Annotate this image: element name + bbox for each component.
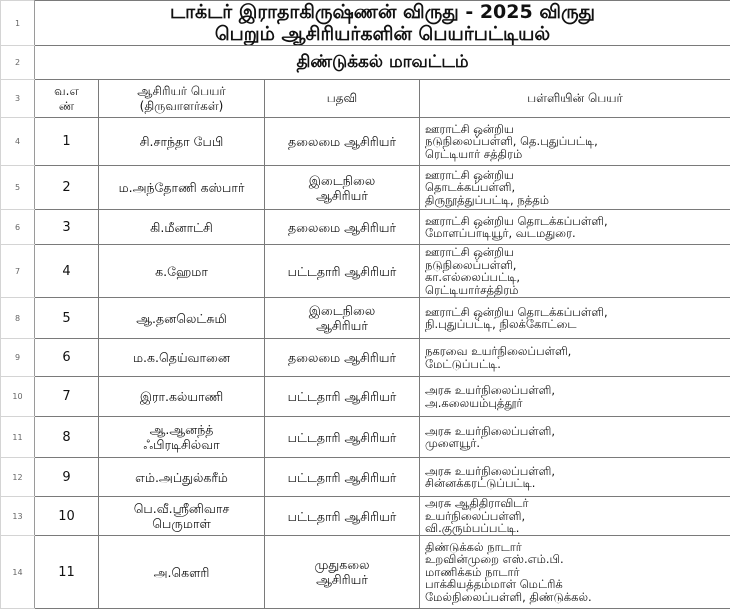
row-number[interactable]: 6 xyxy=(1,210,35,245)
serial-cell: 5 xyxy=(35,298,99,339)
serial-cell: 2 xyxy=(35,166,99,210)
table-row xyxy=(1,118,730,166)
page-title xyxy=(35,1,730,46)
header-school: பள்ளியின் பெயர் xyxy=(420,80,730,118)
teacher-name-cell: க.ஹேமா xyxy=(99,245,265,298)
teacher-name-cell: எம்.அப்துல்கரீம் xyxy=(99,458,265,497)
teacher-name-cell: அ.கௌரி xyxy=(99,536,265,609)
row-number[interactable]: 5 xyxy=(1,166,35,210)
header-post: பதவி xyxy=(265,80,420,118)
post-cell: பட்டதாரி ஆசிரியர் xyxy=(265,458,420,497)
school-cell: அரசு உயர்நிலைப்பள்ளி, சின்னக்கரட்டுப்பட்டி. xyxy=(420,458,730,497)
post-cell: இடைநிலை ஆசிரியர் xyxy=(265,298,420,339)
school-cell: அரசு ஆதிதிராவிடர் உயர்நிலைப்பள்ளி, வி.குரும்பப்பட்டி. xyxy=(420,497,730,536)
teacher-name-cell: பெ.வீ.ஸ்ரீனிவாச பெருமாள் xyxy=(99,497,265,536)
teacher-name-cell: ஆ.ஆனந்த் ஃபிரடிசில்வா xyxy=(99,417,265,458)
row-number[interactable]: 2 xyxy=(1,46,35,80)
row-number[interactable]: 13 xyxy=(1,497,35,536)
school-cell: ஊராட்சி ஒன்றிய நடுநிலைப்பள்ளி, தெ.புதுப்பட்டி, ரெட்டியார் சத்திரம் xyxy=(420,118,730,166)
school-cell: ஊராட்சி ஒன்றிய நடுநிலைப்பள்ளி, கா.எல்லைப்பட்டி, ரெட்டியார்சத்திரம் xyxy=(420,245,730,298)
row-number[interactable]: 4 xyxy=(1,118,35,166)
row-number[interactable]: 1 xyxy=(1,1,35,46)
teacher-name-cell: ஆ.தனலெட்சுமி xyxy=(99,298,265,339)
teacher-name-cell: சி.சாந்தா பேபி xyxy=(99,118,265,166)
school-cell: அரசு உயர்நிலைப்பள்ளி, முளையூர். xyxy=(420,417,730,458)
table-row xyxy=(1,458,730,497)
header-serial xyxy=(35,80,99,118)
teacher-name-cell: ம.அந்தோணி கஸ்பார் xyxy=(99,166,265,210)
post-cell: இடைநிலை ஆசிரியர் xyxy=(265,166,420,210)
post-cell: தலைமை ஆசிரியர் xyxy=(265,339,420,377)
post-cell: தலைமை ஆசிரியர் xyxy=(265,210,420,245)
serial-cell: 6 xyxy=(35,339,99,377)
school-cell: ஊராட்சி ஒன்றிய தொடக்கப்பள்ளி, நி.புதுப்பட்டி, நிலக்கோட்டை xyxy=(420,298,730,339)
teacher-name-cell: ம.க.தெய்வானை xyxy=(99,339,265,377)
header-name-line-1: ஆசிரியர் பெயர் xyxy=(103,84,260,99)
post-cell: பட்டதாரி ஆசிரியர் xyxy=(265,417,420,458)
table-row xyxy=(1,210,730,245)
title-line-2: பெறும் ஆசிரியர்களின் பெயர்பட்டியல் xyxy=(39,23,726,45)
table-row xyxy=(1,497,730,536)
post-cell: பட்டதாரி ஆசிரியர் xyxy=(265,497,420,536)
header-serial-label: வ.எண் xyxy=(52,84,82,114)
row-number[interactable]: 3 xyxy=(1,80,35,118)
serial-cell: 4 xyxy=(35,245,99,298)
row-number[interactable]: 8 xyxy=(1,298,35,339)
table-row xyxy=(1,536,730,609)
row-number[interactable]: 9 xyxy=(1,339,35,377)
post-cell: முதுகலை ஆசிரியர் xyxy=(265,536,420,609)
serial-cell: 9 xyxy=(35,458,99,497)
post-cell: பட்டதாரி ஆசிரியர் xyxy=(265,245,420,298)
table-row xyxy=(1,377,730,417)
teacher-name-cell: இரா.கல்யாணி xyxy=(99,377,265,417)
table-row xyxy=(1,166,730,210)
serial-cell: 7 xyxy=(35,377,99,417)
table-row xyxy=(1,245,730,298)
serial-cell: 10 xyxy=(35,497,99,536)
teacher-name-cell: கி.மீனாட்சி xyxy=(99,210,265,245)
serial-cell: 1 xyxy=(35,118,99,166)
serial-cell: 3 xyxy=(35,210,99,245)
school-cell: நகரவை உயர்நிலைப்பள்ளி, மேட்டுப்பட்டி. xyxy=(420,339,730,377)
header-name xyxy=(99,80,265,118)
school-cell: திண்டுக்கல் நாடார் உறவின்முறை எஸ்.எம்.பி. மாணிக்கம் நாடார் பாக்கியத்தம்மாள் மெட்ரிக் மேல்நிலைப்பள்ளி, திண்டுக்கல். xyxy=(420,536,730,609)
row-number[interactable]: 11 xyxy=(1,417,35,458)
post-cell: தலைமை ஆசிரியர் xyxy=(265,118,420,166)
district-row xyxy=(1,46,730,80)
table-row xyxy=(1,339,730,377)
row-number[interactable]: 14 xyxy=(1,536,35,609)
table-row xyxy=(1,298,730,339)
district-title: திண்டுக்கல் மாவட்டம் xyxy=(35,46,730,80)
post-cell: பட்டதாரி ஆசிரியர் xyxy=(265,377,420,417)
serial-cell: 8 xyxy=(35,417,99,458)
row-number[interactable]: 12 xyxy=(1,458,35,497)
row-number[interactable]: 7 xyxy=(1,245,35,298)
serial-cell: 11 xyxy=(35,536,99,609)
header-name-line-2: (திருவாளர்கள்) xyxy=(103,99,260,114)
header-row xyxy=(1,80,730,118)
table-row xyxy=(1,417,730,458)
school-cell: ஊராட்சி ஒன்றிய தொடக்கப்பள்ளி, திருநூத்துப்பட்டி, நத்தம் xyxy=(420,166,730,210)
title-row xyxy=(1,1,730,46)
title-line-1: டாக்டர் இராதாகிருஷ்ணன் விருது - 2025 விருது xyxy=(39,1,726,23)
row-number[interactable]: 10 xyxy=(1,377,35,417)
school-cell: ஊராட்சி ஒன்றிய தொடக்கப்பள்ளி, மோளப்பாடியூர், வடமதுரை. xyxy=(420,210,730,245)
school-cell: அரசு உயர்நிலைப்பள்ளி, அ.கலையம்புத்தூர் xyxy=(420,377,730,417)
